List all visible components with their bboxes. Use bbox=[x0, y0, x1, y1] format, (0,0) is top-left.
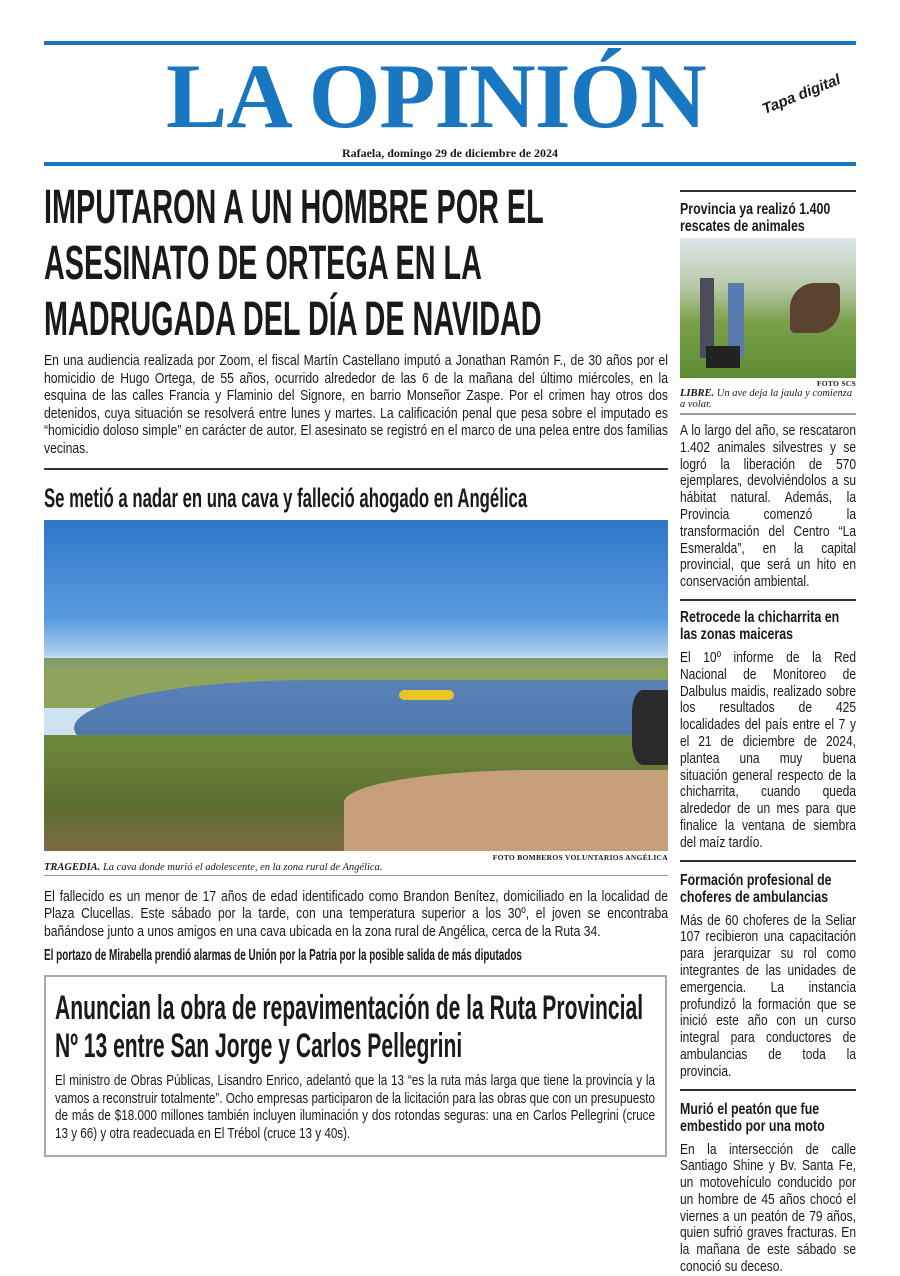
animal-release-photo bbox=[680, 238, 856, 378]
sidebar-headline[interactable]: Retrocede la chicharrita en las zonas maiceras bbox=[680, 608, 840, 643]
sidebar-headline[interactable]: Murió el peatón que fue embestido por una moto bbox=[680, 1100, 825, 1135]
sidebar-divider bbox=[680, 860, 856, 862]
sidebar-divider bbox=[680, 190, 856, 192]
sidebar-divider bbox=[680, 1089, 856, 1091]
sidebar-headline[interactable]: Provincia ya realizó 1.400 rescates de animales bbox=[680, 201, 831, 235]
sidebar-headline[interactable]: Formación profesional de choferes de ambulancias bbox=[680, 871, 832, 906]
related-headline[interactable]: El portazo de Mirabella prendió alarmas de Unión por la Patria por la posible salida de más diputados bbox=[44, 947, 522, 965]
photo-caption: TRAGEDIA. La cava donde murió el adolescente, en la zona rural de Angélica. bbox=[44, 862, 668, 876]
box-headline[interactable]: Anuncian la obra de repavimentación de la Ruta Provincial Nº 13 entre San Jorge y Carlos Pellegrini bbox=[55, 989, 644, 1066]
sidebar-story-1 bbox=[680, 201, 856, 591]
lead-body: En una audiencia realizada por Zoom, el fiscal Martín Castellano imputó a Jonathan Ramón F., de 30 años por el homicidio de Hugo Ortega, de 55 años, ocurrido alrededor de las 6 de la mañana del último miércoles, en la esquina de las calles Francia y Flaminio del Signore, en barrio Monseñor Zaspe. Por el crimen hay otros dos detenidos, cuya situación se resolverá entre lunes y martes. La calificación penal que pesa sobre el imputado es “homicidio doloso simple” en carácter de autor. El asesinato se registró en el marco de una pelea entre dos familias vecinas. bbox=[44, 352, 668, 457]
sidebar-body: A lo largo del año, se rescataron 1.402 animales silvestres y se logró la liberación de 570 ejemplares, devolviéndolos a su hábitat natural. Además, la Provincia comenzó la transformación del Centro “La Esmeralda”, en la capital provincial, que será un hito en conservación ambiental. bbox=[680, 422, 856, 591]
sidebar-body: En la intersección de calle Santiago Shine y Bv. Santa Fe, un motovehículo conducido por un hombre de 45 años chocó el viernes a un peatón de 79 años, quien sufrió graves fracturas. En la mañana de este sábado se conoció su deceso. bbox=[680, 1140, 856, 1276]
masthead-bottom-rule bbox=[44, 162, 856, 166]
photo-credit: FOTO BOMBEROS VOLUNTARIOS ANGÉLICA bbox=[492, 852, 668, 862]
sidebar-body: Más de 60 choferes de la Seliar 107 recibieron una capacitación para jerarquizar su rol como integrantes de las unidades de emergencia. La instancia profundizó la formación que se inició este año con un curso integral para conductores de ambulancias de toda la provincia. bbox=[680, 911, 856, 1080]
photo-caption: LIBRE. Un ave deja la jaula y comienza a volar. bbox=[680, 388, 856, 415]
second-body: El fallecido es un menor de 17 años de edad identificado como Brandon Benítez, domiciliado en la localidad de Plaza Clucellas. Este sábado por la tarde, con una temperatura superior a los 30º, el joven se encontraba bañándose junto a unos amigos en una cava ubicada en la zona rural de Angélica, cerca de la Ruta 34. bbox=[44, 887, 668, 940]
photo-credit: FOTO SCS bbox=[816, 379, 856, 388]
newspaper-logo: LA OPINIÓN bbox=[166, 45, 706, 147]
dateline: Rafaela, domingo 29 de diciembre de 2024 bbox=[341, 146, 559, 160]
box-body: El ministro de Obras Públicas, Lisandro Enrico, adelantó que la 13 “es la ruta más larga que tiene la provincia y la vamos a reconstruir totalmente”. Ocho empresas participaron de la licitación para las obras que con un presupuesto de más de $18.000 millones también incluyen iluminación y dos rotondas seguras: una en Carlos Pellegrini (cruce 13 y 66) y otra readecuada en El Trébol (cruce 13 y 40s). bbox=[55, 1073, 655, 1142]
sidebar-story-2 bbox=[680, 609, 856, 852]
lead-headline[interactable]: IMPUTARON A UN HOMBRE POR EL ASESINATO DE ORTEGA EN LA MADRUGADA DEL DÍA DE NAVIDAD bbox=[44, 181, 544, 346]
divider bbox=[44, 468, 668, 470]
second-headline[interactable]: Se metió a nadar en una cava y falleció ahogado en Angélica bbox=[44, 482, 528, 513]
digital-edition-tag: Tapa digital bbox=[759, 71, 843, 118]
sidebar-story-4 bbox=[680, 1101, 856, 1276]
sidebar-body: El 10º informe de la Red Nacional de Monitoreo de Dalbulus maidis, realizado sobre los resultados de 425 localidades del país entre el 7 y el 21 de diciembre de 2024, plantea una muy buena situación general respecto de la chicharrita, cuando queda alrededor de un mes para que finalice la ventana de siembra del maíz tardío. bbox=[680, 648, 856, 851]
sidebar-divider bbox=[680, 599, 856, 601]
lake-photo bbox=[44, 520, 668, 851]
featured-box bbox=[44, 975, 667, 1157]
main-column bbox=[44, 180, 668, 1157]
sidebar-story-3 bbox=[680, 872, 856, 1081]
sidebar bbox=[680, 190, 856, 1276]
